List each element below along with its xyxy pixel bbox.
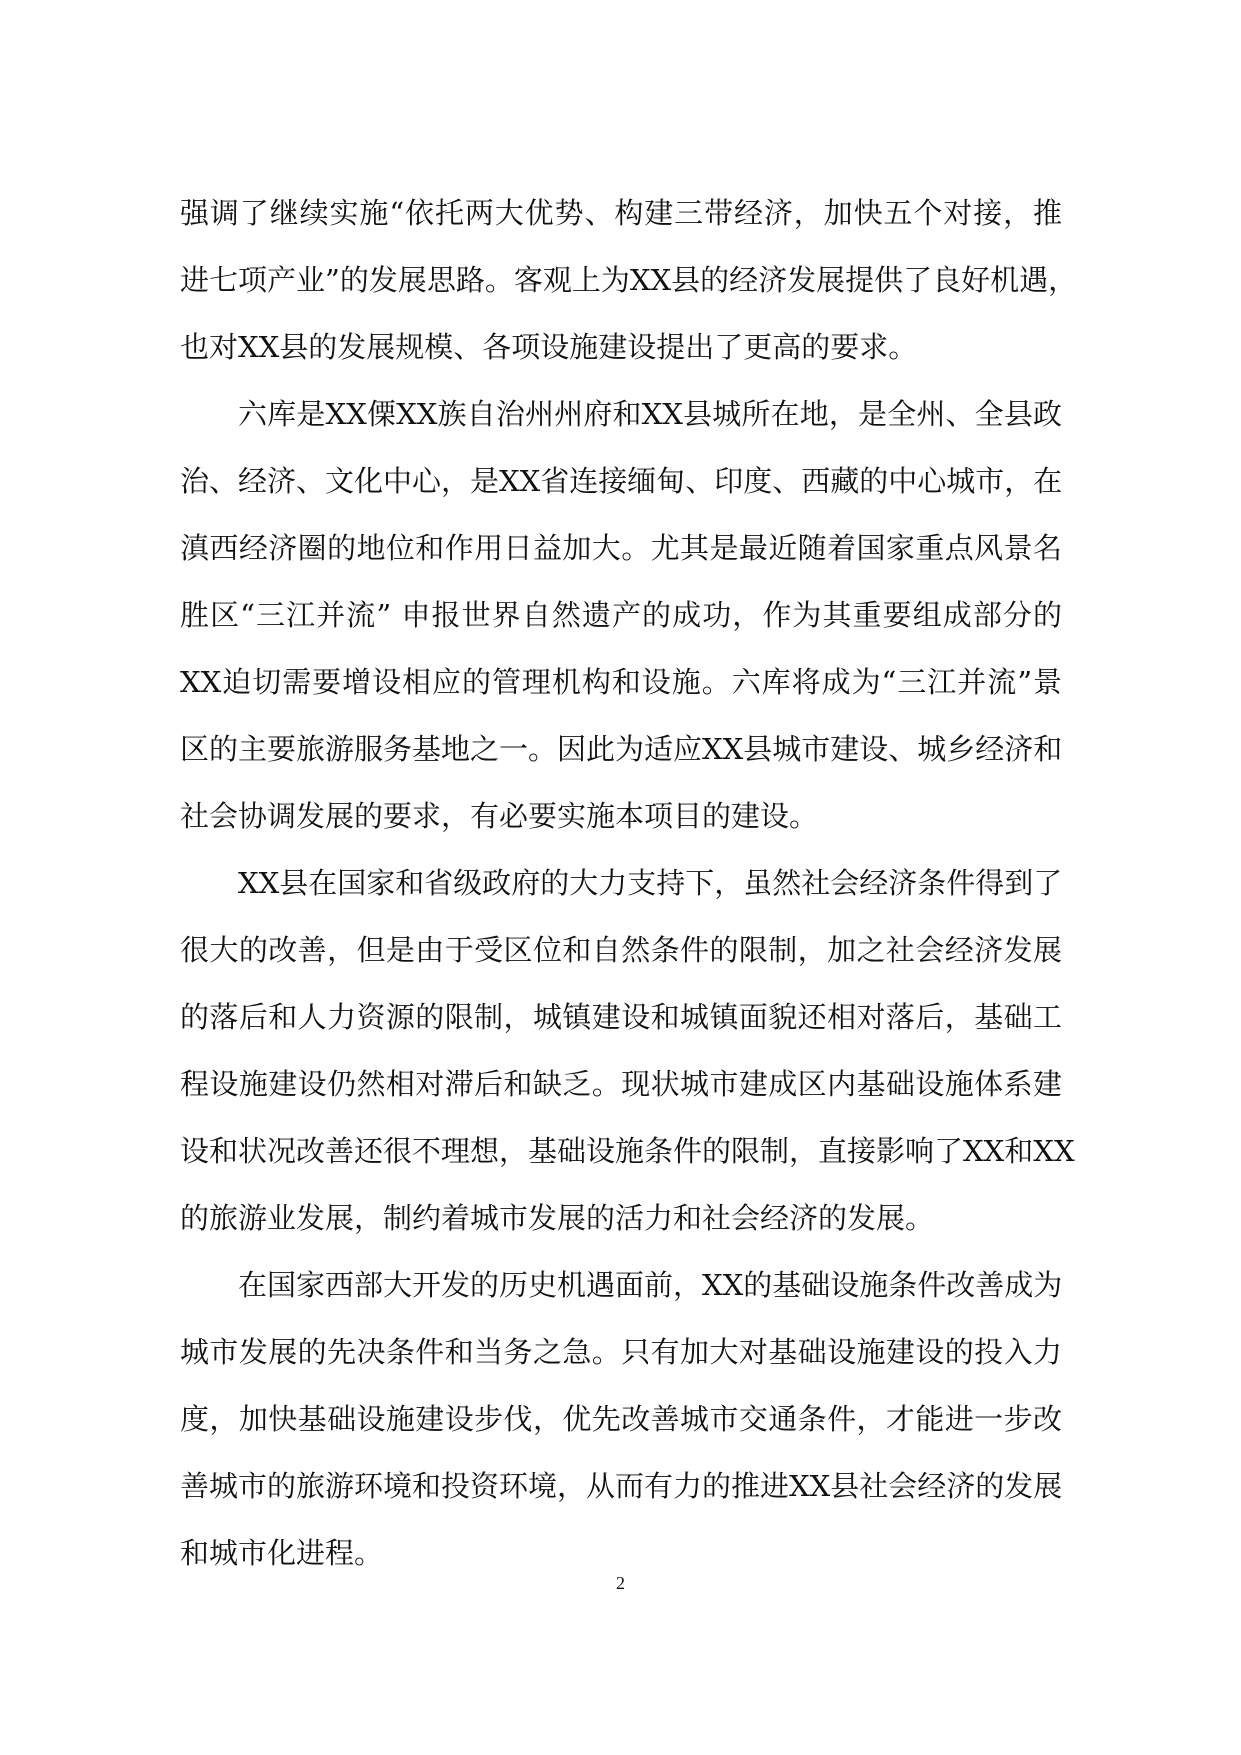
paragraph (180, 850, 1075, 1252)
paragraph (180, 1252, 1062, 1587)
text-line: 治、经济、文化中心，是XX省连接缅甸、印度、西藏的中心城市，在 (180, 464, 1063, 498)
text-line: 的落后和人力资源的限制，城镇建设和城镇面貌还相对落后，基础工 (180, 1000, 1062, 1034)
text-line: 社会协调发展的要求，有必要实施本项目的建设。 (180, 799, 819, 833)
text-line: 区的主要旅游服务基地之一。因此为适应XX县城市建设、城乡经济和 (180, 732, 1063, 766)
text-line: 城市发展的先决条件和当务之急。只有加大对基础设施建设的投入力 (180, 1335, 1062, 1369)
page-number: 2 (616, 1573, 625, 1593)
text-line: 强调了继续实施“依托两大优势、构建三带经济，加快五个对接，推 (180, 196, 1062, 230)
paragraph (180, 381, 1062, 850)
text-line: 程设施建设仍然相对滞后和缺乏。现状城市建成区内基础设施体系建 (180, 1067, 1062, 1101)
paragraph (180, 180, 1078, 381)
text-line: 也对XX县的发展规模、各项设施建设提出了更高的要求。 (180, 330, 918, 364)
text-line: 的旅游业发展，制约着城市发展的活力和社会经济的发展。 (180, 1201, 935, 1235)
text-line: 和城市化进程。 (180, 1536, 384, 1570)
text-line: 善城市的旅游环境和投资环境，从而有力的推进XX县社会经济的发展 (180, 1469, 1063, 1503)
text-line: 进七项产业”的发展思路。客观上为XX县的经济发展提供了良好机遇， (180, 263, 1078, 297)
text-line: 六库是XX傈XX族自治州州府和XX县城所在地，是全州、全县政 (238, 397, 1062, 431)
text-line: XX迫切需要增设相应的管理机构和设施。六库将成为“三江并流”景 (180, 665, 1062, 699)
body-text (180, 180, 1078, 1587)
text-line: 滇西经济圈的地位和作用日益加大。尤其是最近随着国家重点风景名 (180, 531, 1062, 565)
text-line: XX县在国家和省级政府的大力支持下，虽然社会经济条件得到了 (238, 866, 1063, 900)
text-line: 度，加快基础设施建设步伐，优先改善城市交通条件，才能进一步改 (180, 1402, 1062, 1436)
text-line: 胜区“三江并流” 申报世界自然遗产的成功，作为其重要组成部分的 (180, 598, 1062, 632)
text-line: 设和状况改善还很不理想，基础设施条件的限制，直接影响了XX和XX (180, 1134, 1075, 1168)
text-line: 很大的改善，但是由于受区位和自然条件的限制，加之社会经济发展 (180, 933, 1062, 967)
text-line: 在国家西部大开发的历史机遇面前，XX的基础设施条件改善成为 (238, 1268, 1063, 1302)
